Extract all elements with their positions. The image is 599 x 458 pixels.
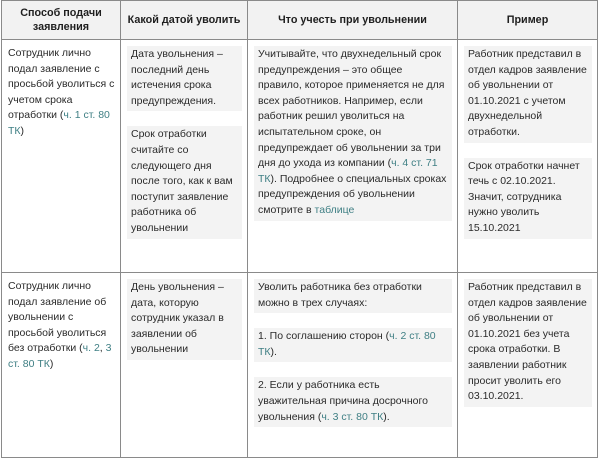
table-header-row [2,1,598,40]
law-link[interactable]: ч. 2 [82,342,100,355]
cell-consider [248,40,458,273]
header-method: Способ подачи заявления [2,1,121,40]
method-tail: ) [20,124,25,137]
date-paragraph: День увольнения – дата, которую сотрудник указал в заявлении об увольнении [127,279,242,360]
table-row [2,273,598,458]
consider-list-item: 2. Если у работника есть уважительная причина досрочного увольнения (ч. 3 ст. 80 ТК). [254,377,452,427]
example-paragraph: Работник представил в отдел кадров заявление об увольнении от 01.10.2021 с учетом двухнедельной отработки. [464,46,592,143]
cell-example [458,40,598,273]
cell-consider [248,273,458,458]
consider-text: Учитывайте, что двухнедельный срок предупреждения – это общее правило, которое применяется не для всех работников. Например, если работник решил уволиться на испытательном сроке, он предупреждает об увольнении за три дня до ухода из компании ( [258,48,445,170]
cell-method [2,40,121,273]
consider-paragraph [254,46,452,221]
example-paragraph: Работник представил в отдел кадров заявление об увольнении от 01.10.2021 без учета срока отработки. В заявлении работник просит уволить его 03.10.2021. [464,279,592,407]
method-tail: ) [49,357,54,370]
law-link[interactable]: ч. 4 ст. 71 ТК [258,157,438,185]
law-link[interactable]: 3 ст. 80 ТК [8,342,112,370]
method-text: Сотрудник лично подал заявление с просьбой уволиться с учетом срока отработки ( [8,47,115,122]
cell-date [121,273,248,458]
law-link[interactable]: ч. 1 ст. 80 ТК [8,109,110,137]
cell-example [458,273,598,458]
dismissal-table [1,0,598,458]
consider-intro: Уволить работника без отработки можно в трех случаях: [254,279,452,313]
date-paragraph: Дата увольнения – последний день истечения срока предупреждения. [127,46,242,111]
consider-text: ). Подробнее о специальных сроках предупреждения об увольнении смотрите в [258,172,447,216]
header-consider: Что учесть при увольнении [248,1,458,40]
table-row [2,40,598,273]
method-separator: , [99,342,106,355]
cell-date [121,40,248,273]
method-text: Сотрудник лично подал заявление об увольнении с просьбой уволиться без отработки ( [8,280,107,355]
law-link[interactable]: ч. 2 ст. 80 ТК [258,330,436,358]
header-example: Пример [458,1,598,40]
date-paragraph: Срок отработки считайте со следующего дня после того, как к вам поступит заявление работника об увольнении [127,126,242,238]
example-paragraph: Срок отработки начнет течь с 02.10.2021. Значит, сотрудника нужно уволить 15.10.2021 [464,158,592,239]
consider-list-item: 1. По соглашению сторон (ч. 2 ст. 80 ТК). [254,328,452,362]
cell-method [2,273,121,458]
table-link[interactable]: таблице [314,203,355,216]
law-link[interactable]: ч. 3 ст. 80 ТК [321,410,384,423]
header-date: Какой датой уволить [121,1,248,40]
